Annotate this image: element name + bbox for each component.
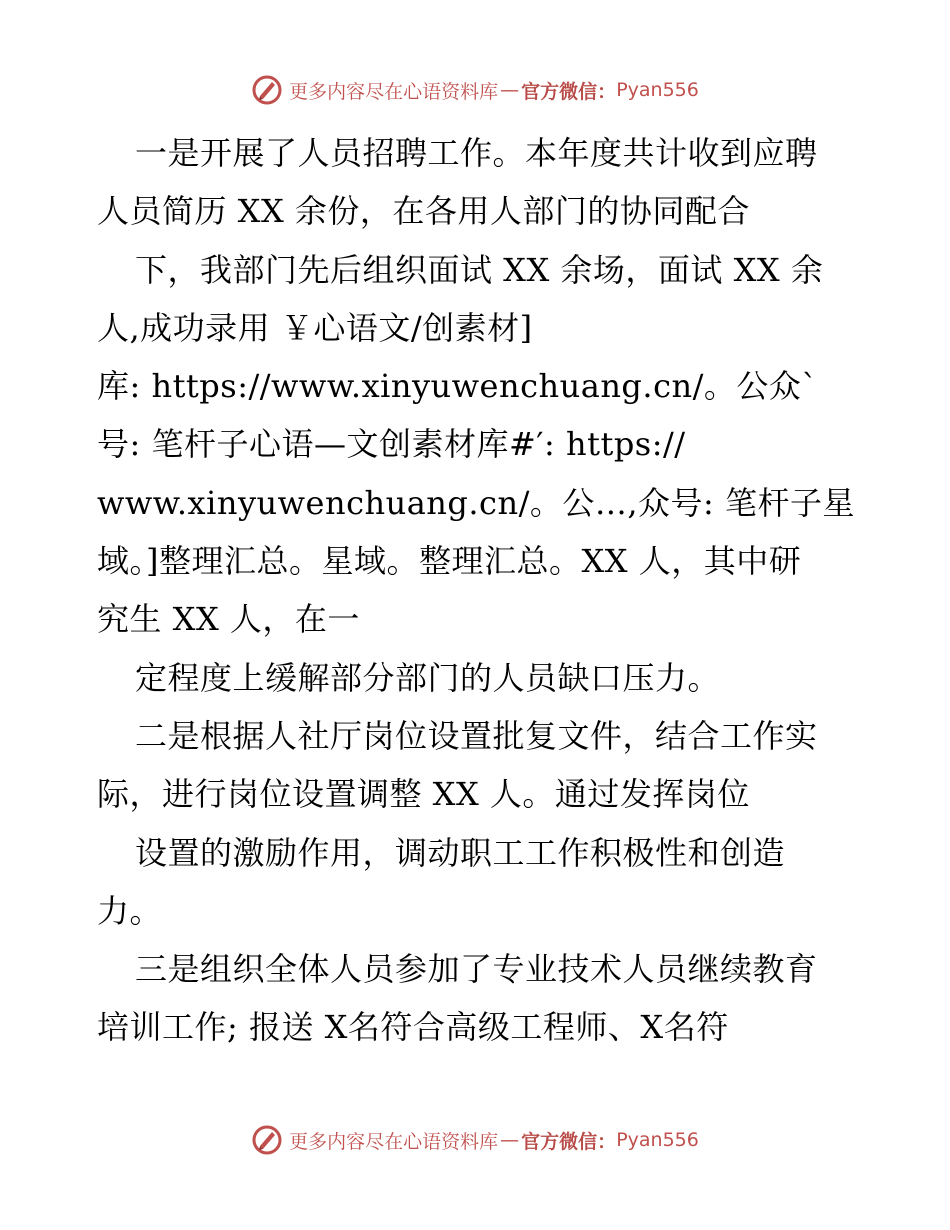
banner-text: 更多内容尽在心语资料库 [289, 1130, 499, 1153]
banner-text: 更多内容尽在心语资料库 [289, 80, 499, 103]
body-line: 定程度上缓解部分部门的人员缺口压力。 [135, 658, 721, 697]
header-banner [0, 70, 950, 110]
body-line: 培训工作; 报送 X名符合高级工程师、X名符 [97, 1008, 729, 1047]
banner-separator: — [500, 1129, 520, 1151]
wechat-id: Pyan556 [616, 79, 699, 101]
body-line: 库: https://www.xinyuwenchuang.cn/。公众` [97, 367, 818, 406]
pen-logo-icon [251, 1124, 283, 1156]
document-body [97, 124, 877, 1057]
body-line: 二是根据人社厅岗位设置批复文件，结合工作实 [135, 716, 818, 755]
body-line: 究生 XX 人，在一 [97, 600, 360, 639]
body-line: 人,成功录用 ￥心语文/创素材] [97, 308, 533, 347]
body-line: 三是组织全体人员参加了专业技术人员继续教育 [135, 950, 818, 989]
body-line: 设置的激励作用，调动职工工作积极性和创造 [135, 833, 786, 872]
wechat-id: Pyan556 [616, 1129, 699, 1151]
body-line: 下，我部门先后组织面试 XX 余场，面试 XX 余 [135, 250, 824, 289]
banner-separator: — [500, 79, 520, 101]
body-line: 一是开展了人员招聘工作。本年度共计收到应聘 [135, 134, 818, 172]
footer-banner [0, 1120, 950, 1160]
pen-logo-icon [251, 74, 283, 106]
wechat-label: 官方微信： [521, 80, 617, 103]
body-line: 号: 笔杆子心语—文创素材库#′: https:// [97, 425, 686, 464]
body-line: 域。]整理汇总。星域。整理汇总。XX 人，其中研 [97, 542, 802, 581]
body-line: 力。 [97, 891, 163, 930]
body-line: www.xinyuwenchuang.cn/。公…,众号: 笔杆子星 [97, 483, 855, 522]
body-line: 际，进行岗位设置调整 XX 人。通过发挥岗位 [97, 775, 750, 814]
body-line: 人员简历 XX 余份，在各用人部门的协同配合 [97, 192, 750, 231]
wechat-label: 官方微信： [521, 1130, 617, 1153]
